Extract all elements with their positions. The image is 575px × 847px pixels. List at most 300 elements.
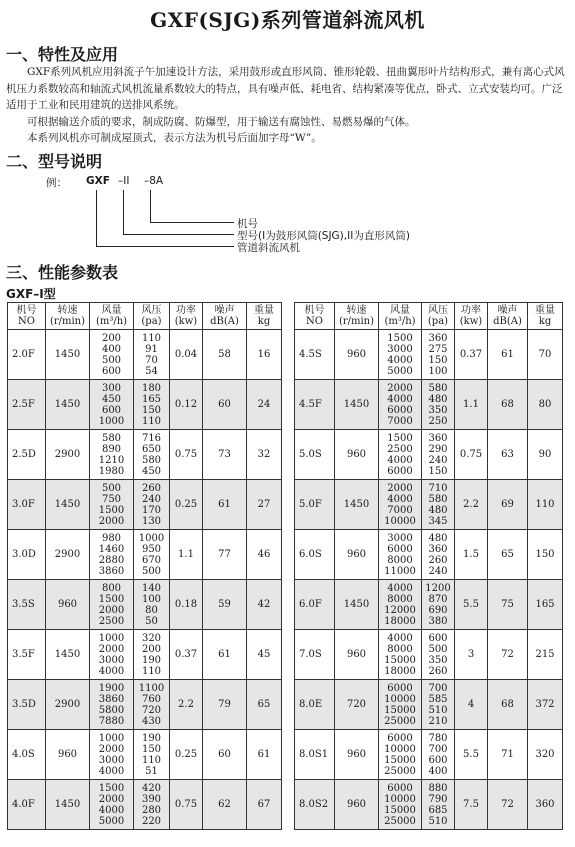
cell-power: 0.75 <box>455 430 488 480</box>
column-unit: dB(A) <box>210 316 239 327</box>
column-header <box>203 303 247 330</box>
cell-speed: 960 <box>335 330 379 380</box>
cell-flow <box>379 530 422 580</box>
column-unit: kg <box>538 316 552 327</box>
cell-flow-value: 1500 <box>387 432 413 444</box>
cell-pressure <box>134 580 170 630</box>
cell-pressure <box>422 480 455 530</box>
cell-pressure-value: 1000 <box>138 532 165 544</box>
cell-flow <box>90 330 134 380</box>
cell-flow-value: 2000 <box>98 643 125 655</box>
cell-pressure-value: 870 <box>428 593 448 605</box>
label-machine-number: 机号 <box>237 218 258 230</box>
table-row <box>295 530 563 580</box>
column-name: 噪声 <box>497 305 518 316</box>
section-heading-features: 一、特性及应用 <box>6 45 119 64</box>
cell-pressure-value: 480 <box>428 532 448 544</box>
cell-pressure-value: 690 <box>428 604 448 616</box>
cell-pressure-value: 91 <box>145 343 158 355</box>
leader-line-type <box>123 190 124 234</box>
cell-speed: 2900 <box>46 530 90 580</box>
cell-flow <box>379 430 422 480</box>
cell-flow-value: 500 <box>101 482 122 494</box>
cell-power: 1.1 <box>170 530 203 580</box>
cell-flow-value: 15000 <box>384 754 416 766</box>
cell-noise: 62 <box>203 780 247 830</box>
cell-pressure-value: 250 <box>428 415 448 427</box>
cell-no: 8.0S2 <box>295 780 335 830</box>
cell-pressure-value: 240 <box>428 454 448 466</box>
cell-weight: 16 <box>247 330 282 380</box>
cell-flow-value: 6000 <box>387 732 413 744</box>
cell-flow-value: 4000 <box>387 632 413 644</box>
table-row <box>8 630 282 680</box>
cell-noise: 60 <box>203 380 247 430</box>
table-row <box>8 380 282 430</box>
cell-pressure-value: 220 <box>141 815 162 827</box>
cell-flow-value: 500 <box>101 354 122 366</box>
page-title: GXF(SJG)系列管道斜流风机 <box>150 8 425 32</box>
cell-flow-value: 7000 <box>387 504 413 516</box>
cell-speed: 1450 <box>46 330 90 380</box>
cell-pressure-value: 110 <box>141 415 162 427</box>
column-unit: (r/min) <box>338 316 375 327</box>
cell-flow <box>90 430 134 480</box>
cell-flow-value: 7000 <box>387 415 413 427</box>
cell-pressure-value: 150 <box>428 354 448 366</box>
cell-pressure-value: 130 <box>141 515 162 527</box>
cell-flow-value: 2500 <box>98 615 125 627</box>
cell-pressure-value: 780 <box>428 732 448 744</box>
label-fan-type: 管道斜流风机 <box>237 242 300 254</box>
cell-flow-value: 2500 <box>387 443 413 455</box>
cell-power: 0.75 <box>170 430 203 480</box>
cell-flow-value: 6000 <box>387 465 413 477</box>
column-name: 转速 <box>346 305 367 316</box>
cell-flow-value: 1980 <box>98 465 125 477</box>
cell-pressure-value: 880 <box>428 782 448 794</box>
cell-flow-value: 1500 <box>387 332 413 344</box>
cell-pressure <box>134 680 170 730</box>
cell-pressure <box>134 330 170 380</box>
cell-power: 0.75 <box>170 780 203 830</box>
cell-flow-value: 8000 <box>387 593 413 605</box>
cell-no: 4.5F <box>295 380 335 430</box>
cell-power: 0.37 <box>170 630 203 680</box>
cell-pressure <box>422 580 455 630</box>
cell-flow-value: 25000 <box>384 715 416 727</box>
cell-flow-value: 750 <box>101 493 122 505</box>
cell-pressure-value: 700 <box>428 743 448 755</box>
column-header <box>455 303 488 330</box>
cell-speed: 1450 <box>46 630 90 680</box>
code-part-number: –8A <box>144 175 164 187</box>
cell-pressure-value: 165 <box>141 393 162 405</box>
cell-pressure-value: 240 <box>141 493 162 505</box>
cell-flow-value: 4000 <box>387 493 413 505</box>
cell-flow-value: 10000 <box>384 793 416 805</box>
cell-noise: 79 <box>203 680 247 730</box>
column-header <box>8 303 46 330</box>
cell-no: 3.5S <box>8 580 46 630</box>
cell-speed: 720 <box>335 680 379 730</box>
cell-no: 2.5D <box>8 430 46 480</box>
cell-flow-value: 1500 <box>98 504 125 516</box>
column-header <box>422 303 455 330</box>
cell-flow-value: 5800 <box>98 704 125 716</box>
table-row <box>295 680 563 730</box>
cell-noise: 69 <box>488 480 528 530</box>
cell-no: 6.0S <box>295 530 335 580</box>
table-row <box>8 530 282 580</box>
cell-flow-value: 800 <box>101 582 122 594</box>
cell-pressure-value: 70 <box>145 354 158 366</box>
table-row <box>295 330 563 380</box>
cell-pressure-value: 790 <box>428 793 448 805</box>
cell-pressure <box>134 780 170 830</box>
cell-noise: 72 <box>488 630 528 680</box>
cell-no: 8.0E <box>295 680 335 730</box>
cell-pressure-value: 150 <box>141 404 162 416</box>
cell-flow-value: 3860 <box>98 565 125 577</box>
column-name: 机号 <box>16 305 37 316</box>
cell-flow <box>90 680 134 730</box>
cell-pressure-value: 500 <box>428 643 448 655</box>
cell-speed: 960 <box>335 530 379 580</box>
cell-flow-value: 15000 <box>384 654 416 666</box>
cell-speed: 1450 <box>46 480 90 530</box>
cell-flow-value: 6000 <box>387 782 413 794</box>
column-name: 风量 <box>101 305 122 316</box>
cell-pressure <box>134 430 170 480</box>
cell-flow-value: 15000 <box>384 804 416 816</box>
code-part-series: GXF <box>86 175 110 187</box>
column-name: 转速 <box>57 305 78 316</box>
cell-flow <box>90 580 134 630</box>
cell-flow-value: 4000 <box>387 454 413 466</box>
leader-line-series-h <box>96 246 234 247</box>
cell-flow-value: 18000 <box>384 615 416 627</box>
cell-flow-value: 600 <box>101 365 122 377</box>
cell-flow-value: 450 <box>101 393 122 405</box>
cell-pressure-value: 180 <box>141 382 162 394</box>
cell-no: 5.0S <box>295 430 335 480</box>
cell-pressure <box>134 480 170 530</box>
cell-power: 0.25 <box>170 480 203 530</box>
cell-speed: 1450 <box>335 380 379 430</box>
column-name: 风压 <box>141 305 162 316</box>
cell-weight: 45 <box>247 630 282 680</box>
cell-speed: 1450 <box>335 480 379 530</box>
cell-pressure-value: 480 <box>428 504 448 516</box>
cell-noise: 60 <box>203 730 247 780</box>
cell-no: 3.0D <box>8 530 46 580</box>
cell-speed: 960 <box>335 780 379 830</box>
column-header <box>170 303 203 330</box>
cell-weight: 320 <box>528 730 563 780</box>
cell-pressure <box>422 380 455 430</box>
column-header <box>379 303 422 330</box>
cell-pressure <box>422 430 455 480</box>
cell-speed: 960 <box>335 430 379 480</box>
cell-pressure-value: 580 <box>141 454 162 466</box>
cell-power: 2.2 <box>455 480 488 530</box>
cell-weight: 46 <box>247 530 282 580</box>
cell-no: 3.5F <box>8 630 46 680</box>
cell-pressure-value: 716 <box>141 432 162 444</box>
cell-weight: 65 <box>247 680 282 730</box>
cell-noise: 68 <box>488 680 528 730</box>
cell-flow-value: 1900 <box>98 682 125 694</box>
table-row <box>295 630 563 680</box>
features-text <box>6 64 569 147</box>
table-row <box>295 730 563 780</box>
cell-power: 5.5 <box>455 730 488 780</box>
cell-pressure <box>422 680 455 730</box>
cell-flow <box>379 780 422 830</box>
label-model-type: 型号(I为鼓形风筒(SJG),II为直形风筒) <box>237 230 410 242</box>
cell-pressure-value: 600 <box>428 754 448 766</box>
cell-pressure-value: 51 <box>145 765 158 777</box>
cell-noise: 61 <box>488 330 528 380</box>
cell-flow <box>90 730 134 780</box>
cell-weight: 27 <box>247 480 282 530</box>
column-name: 风量 <box>390 305 410 316</box>
cell-pressure <box>134 380 170 430</box>
cell-flow-value: 980 <box>101 532 122 544</box>
cell-power: 5.5 <box>455 580 488 630</box>
cell-power: 4 <box>455 680 488 730</box>
cell-pressure-value: 600 <box>428 632 448 644</box>
cell-noise: 61 <box>203 480 247 530</box>
cell-weight: 42 <box>247 580 282 630</box>
cell-pressure <box>422 730 455 780</box>
cell-pressure-value: 350 <box>428 654 448 666</box>
cell-flow-value: 890 <box>101 443 122 455</box>
table-row <box>295 780 563 830</box>
cell-speed: 960 <box>46 580 90 630</box>
cell-flow-value: 4000 <box>98 765 125 777</box>
cell-flow-value: 2880 <box>98 554 125 566</box>
cell-pressure-value: 500 <box>141 565 162 577</box>
cell-flow-value: 4000 <box>98 665 125 677</box>
code-part-type: –II <box>118 175 130 187</box>
cell-flow-value: 4000 <box>98 804 125 816</box>
cell-pressure-value: 760 <box>141 693 162 705</box>
cell-pressure-value: 580 <box>428 382 448 394</box>
cell-flow-value: 10000 <box>384 693 416 705</box>
section-heading-model: 二、型号说明 <box>6 152 103 171</box>
cell-flow-value: 10000 <box>384 743 416 755</box>
cell-flow-value: 6000 <box>387 543 413 555</box>
column-name: 噪声 <box>214 305 235 316</box>
cell-noise: 73 <box>203 430 247 480</box>
column-header <box>295 303 335 330</box>
table-row <box>8 480 282 530</box>
cell-power: 3 <box>455 630 488 680</box>
cell-no: 8.0S1 <box>295 730 335 780</box>
features-paragraph-2: 可根据输送介质的要求，制成防腐、防爆型，用于输送有腐蚀性、易燃易爆的气体。 <box>27 115 416 128</box>
cell-pressure-value: 510 <box>428 704 448 716</box>
column-name: 机号 <box>304 305 325 316</box>
column-header <box>335 303 379 330</box>
cell-pressure-value: 450 <box>141 465 162 477</box>
cell-pressure-value: 510 <box>428 815 448 827</box>
cell-flow <box>90 530 134 580</box>
example-label: 例： <box>46 177 67 189</box>
cell-no: 7.0S <box>295 630 335 680</box>
cell-pressure-value: 240 <box>428 565 448 577</box>
cell-weight: 165 <box>528 580 563 630</box>
section-heading-performance: 三、性能参数表 <box>6 263 119 282</box>
cell-pressure-value: 140 <box>141 582 162 594</box>
column-name: 重量 <box>254 305 274 316</box>
cell-pressure <box>422 530 455 580</box>
cell-noise: 75 <box>488 580 528 630</box>
table-title: GXF–I型 <box>6 287 56 301</box>
cell-flow <box>379 680 422 730</box>
cell-noise: 58 <box>203 330 247 380</box>
column-unit: dB(A) <box>493 316 522 327</box>
cell-pressure-value: 190 <box>141 654 162 666</box>
cell-pressure-value: 280 <box>141 804 162 816</box>
cell-flow <box>90 480 134 530</box>
cell-pressure-value: 360 <box>428 432 448 444</box>
cell-flow <box>90 780 134 830</box>
cell-speed: 1450 <box>335 580 379 630</box>
cell-pressure-value: 720 <box>141 704 162 716</box>
cell-pressure-value: 360 <box>428 332 448 344</box>
cell-pressure-value: 400 <box>428 765 448 777</box>
cell-pressure-value: 320 <box>141 632 162 644</box>
cell-power: 0.04 <box>170 330 203 380</box>
cell-flow-value: 600 <box>101 404 122 416</box>
cell-flow-value: 3000 <box>387 343 413 355</box>
cell-no: 6.0F <box>295 580 335 630</box>
cell-noise: 65 <box>488 530 528 580</box>
cell-weight: 110 <box>528 480 563 530</box>
cell-weight: 360 <box>528 780 563 830</box>
cell-no: 4.5S <box>295 330 335 380</box>
cell-no: 4.0F <box>8 780 46 830</box>
cell-flow-value: 1000 <box>98 632 125 644</box>
cell-power: 0.12 <box>170 380 203 430</box>
table-header-row <box>8 303 282 330</box>
cell-pressure-value: 170 <box>141 504 162 516</box>
cell-pressure-value: 190 <box>141 732 162 744</box>
cell-flow-value: 3860 <box>98 693 125 705</box>
cell-flow <box>379 380 422 430</box>
cell-flow-value: 1000 <box>98 415 125 427</box>
cell-flow <box>379 480 422 530</box>
cell-speed: 960 <box>335 730 379 780</box>
features-paragraph-1: GXF系列风机应用斜流子午加速设计方法，采用鼓形或直形风筒、锥形轮毂、扭曲翼形叶片结构形式，兼有离心式风机压力系数较高和轴流式风机流量系数较大的特点，具有噪声低、耗电省、结构紧凑等优点，卧式、立式安装均可。广泛适用于工业和民用建筑的送排风系统。 <box>6 66 565 111</box>
cell-flow-value: 3000 <box>98 654 125 666</box>
cell-power: 2.2 <box>170 680 203 730</box>
cell-flow <box>90 380 134 430</box>
cell-flow-value: 25000 <box>384 815 416 827</box>
cell-flow-value: 25000 <box>384 765 416 777</box>
cell-pressure-value: 430 <box>141 715 162 727</box>
cell-pressure-value: 350 <box>428 404 448 416</box>
cell-flow-value: 6000 <box>387 404 413 416</box>
cell-pressure-value: 290 <box>428 443 448 455</box>
cell-flow-value: 300 <box>101 382 122 394</box>
cell-pressure-value: 54 <box>145 365 158 377</box>
cell-flow-value: 5000 <box>98 815 125 827</box>
cell-weight: 150 <box>528 530 563 580</box>
cell-speed: 2900 <box>46 430 90 480</box>
cell-power: 1.5 <box>455 530 488 580</box>
table-row <box>8 580 282 630</box>
cell-no: 2.5F <box>8 380 46 430</box>
cell-pressure-value: 260 <box>428 554 448 566</box>
cell-pressure-value: 100 <box>428 365 448 377</box>
cell-flow-value: 2000 <box>98 515 125 527</box>
cell-weight: 215 <box>528 630 563 680</box>
cell-pressure-value: 100 <box>141 593 162 605</box>
cell-pressure-value: 685 <box>428 804 448 816</box>
features-paragraph-3: 本系列风机亦可制成屋顶式，表示方法为机号后面加字母“W”。 <box>27 132 322 144</box>
cell-noise: 68 <box>488 380 528 430</box>
performance-table-left <box>7 302 282 830</box>
cell-power: 0.37 <box>455 330 488 380</box>
cell-flow-value: 200 <box>101 332 122 344</box>
cell-flow <box>379 330 422 380</box>
cell-weight: 372 <box>528 680 563 730</box>
cell-flow-value: 8000 <box>387 643 413 655</box>
cell-noise: 77 <box>203 530 247 580</box>
column-unit: (m³/h) <box>384 316 416 327</box>
table-row <box>295 480 563 530</box>
cell-flow-value: 5000 <box>387 365 413 377</box>
cell-no: 2.0F <box>8 330 46 380</box>
cell-flow-value: 1460 <box>98 543 125 555</box>
performance-table-right <box>294 302 563 830</box>
cell-pressure-value: 420 <box>141 782 162 794</box>
cell-flow-value: 6000 <box>387 682 413 694</box>
column-header <box>46 303 90 330</box>
cell-flow-value: 1500 <box>98 593 125 605</box>
cell-weight: 32 <box>247 430 282 480</box>
column-unit: (r/min) <box>49 316 86 327</box>
column-unit: (pa) <box>427 316 449 327</box>
cell-pressure-value: 260 <box>428 665 448 677</box>
cell-speed: 960 <box>46 730 90 780</box>
cell-flow-value: 580 <box>101 432 122 444</box>
cell-flow <box>379 580 422 630</box>
cell-flow-value: 4000 <box>387 582 413 594</box>
cell-noise: 72 <box>488 780 528 830</box>
leader-line-type-h <box>123 234 234 235</box>
cell-pressure-value: 950 <box>141 543 162 555</box>
cell-no: 3.0F <box>8 480 46 530</box>
cell-flow <box>379 730 422 780</box>
cell-flow-value: 1500 <box>98 782 125 794</box>
cell-weight: 61 <box>247 730 282 780</box>
cell-pressure-value: 275 <box>428 343 448 355</box>
column-header <box>134 303 170 330</box>
cell-pressure-value: 345 <box>428 515 448 527</box>
cell-flow-value: 1000 <box>98 732 125 744</box>
leader-line-number-h <box>150 222 234 223</box>
cell-flow-value: 10000 <box>384 515 416 527</box>
cell-pressure-value: 360 <box>428 543 448 555</box>
cell-pressure-value: 700 <box>428 682 448 694</box>
column-header <box>528 303 563 330</box>
column-name: 重量 <box>535 305 555 316</box>
cell-speed: 960 <box>335 630 379 680</box>
